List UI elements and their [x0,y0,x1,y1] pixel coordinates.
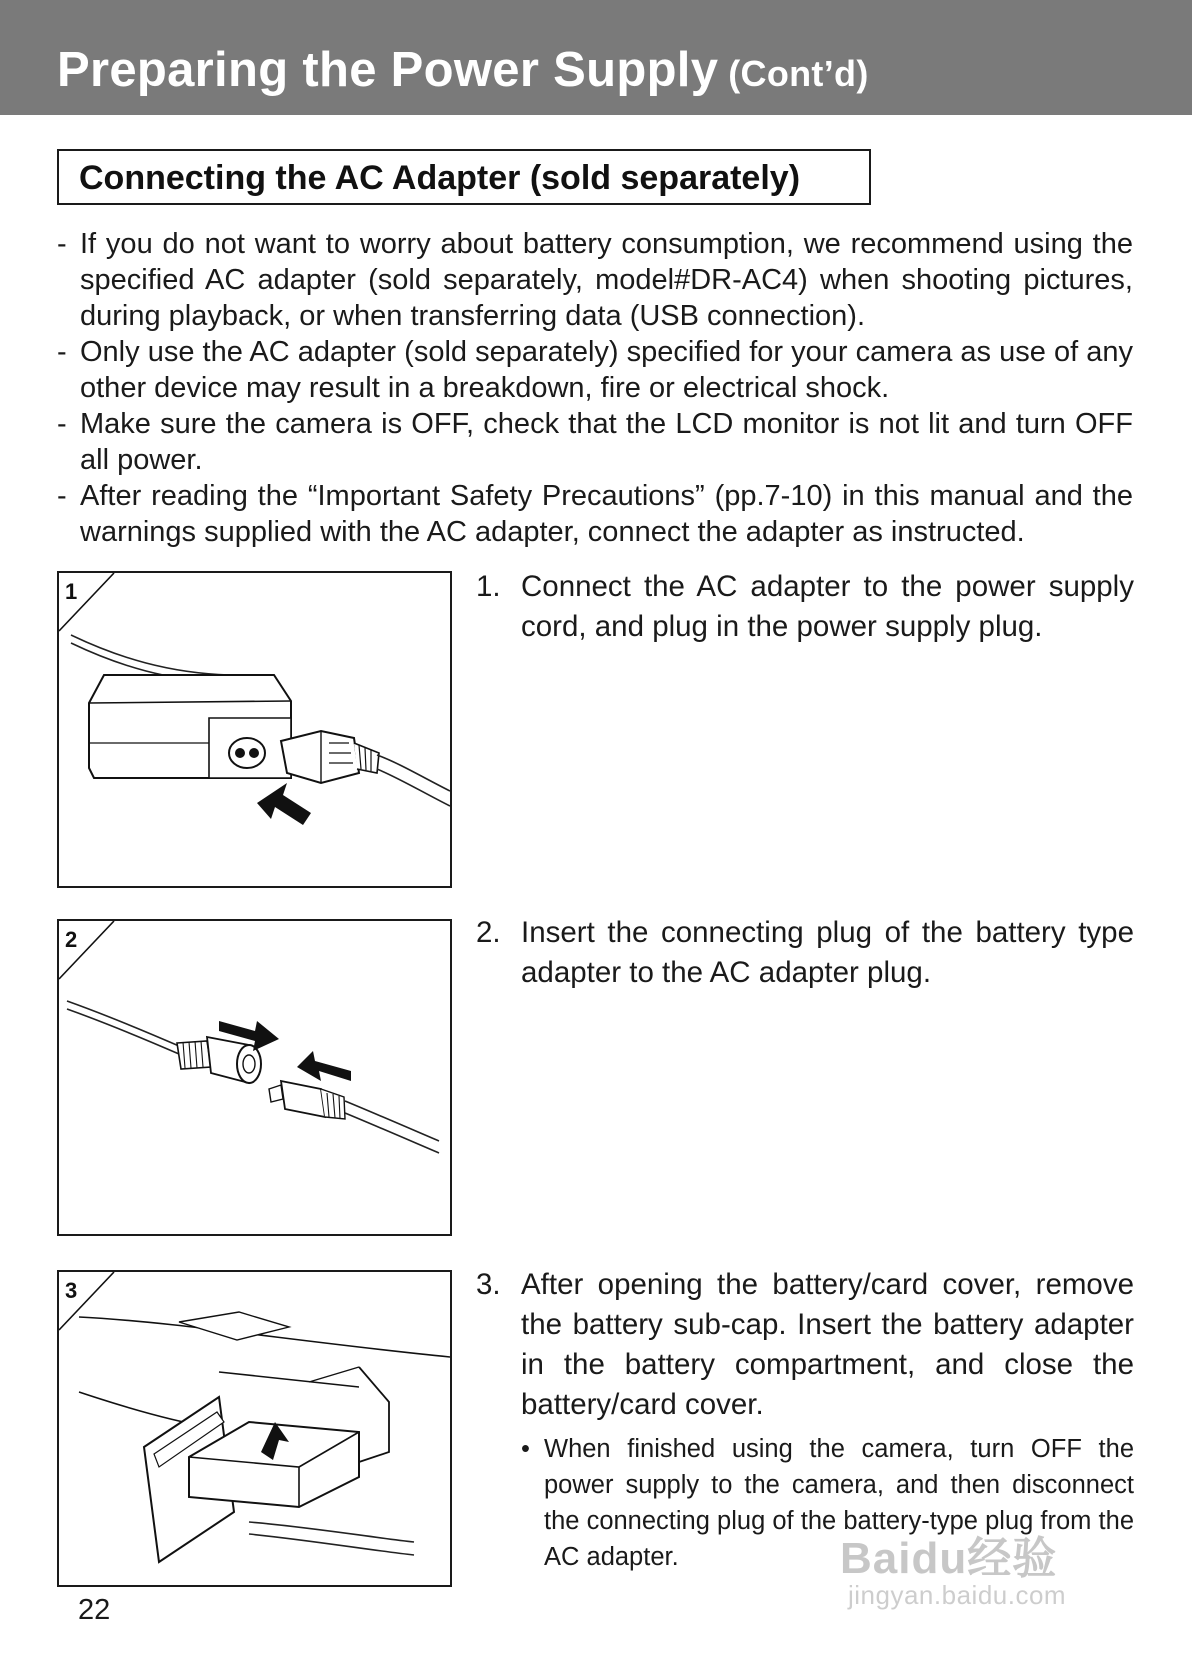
figure-3-battery-compartment [57,1270,452,1587]
intro-note [57,478,1133,550]
section-heading: Connecting the AC Adapter (sold separately) [79,159,801,197]
note-dash: - [57,408,67,440]
figure-2-connecting-plug [57,919,452,1236]
step-2 [476,913,1134,993]
page-header [0,0,1192,115]
watermark-url: jingyan.baidu.com [848,1580,1067,1610]
figure-3-illustration [59,1272,450,1585]
figure-1-ac-adapter-plug [57,571,452,888]
note-text: Only use the AC adapter (sold separately) specified for your camera as use of any other device may result in a breakdown, fire or electrical shock. [80,336,1133,404]
step-number: 2. [476,916,501,949]
bullet-text: When finished using the camera, turn OFF the power supply to the camera, and then disconnect the connecting plug of the battery-type plug from the AC adapter. [544,1435,1134,1571]
note-dash: - [57,480,67,512]
figure-3-label: 3 [65,1278,78,1303]
page-title-suffix: (Cont’d) [728,53,869,94]
figure-2-label: 2 [65,927,78,952]
watermark-brand: Baidu经验 [840,1534,1058,1583]
figure-1-label: 1 [65,579,78,604]
note-dash: - [57,336,67,368]
page-number: 22 [78,1594,111,1626]
page-title [57,42,869,98]
step-text: Insert the connecting plug of the battery type adapter to the AC adapter plug. [521,916,1134,989]
intro-note [57,334,1133,406]
intro-notes [57,226,1133,550]
note-dash: - [57,228,67,260]
section-heading-box [57,149,871,205]
figure-1-illustration [59,573,450,886]
step-text: After opening the battery/card cover, remove the battery sub-cap. Insert the battery adapter in the battery compartment, and close the battery/card cover. [521,1268,1134,1421]
step-number: 1. [476,570,501,603]
intro-note [57,226,1133,334]
bullet-dot: • [521,1435,530,1463]
step-1 [476,567,1134,647]
step-text: Connect the AC adapter to the power supply cord, and plug in the power supply plug. [521,570,1134,643]
intro-note [57,406,1133,478]
step-number: 3. [476,1268,501,1301]
note-text: After reading the “Important Safety Precautions” (pp.7-10) in this manual and the warnings supplied with the AC adapter, connect the adapter as instructed. [80,480,1133,548]
figure-2-illustration [59,921,450,1234]
note-text: Make sure the camera is OFF, check that the LCD monitor is not lit and turn OFF all power. [80,408,1133,476]
page-title-text: Preparing the Power Supply [57,43,719,97]
note-text: If you do not want to worry about battery consumption, we recommend using the specified AC adapter (sold separately, model#DR-AC4) when shooting pictures, during playback, or when transferring data (USB connection). [80,228,1133,332]
